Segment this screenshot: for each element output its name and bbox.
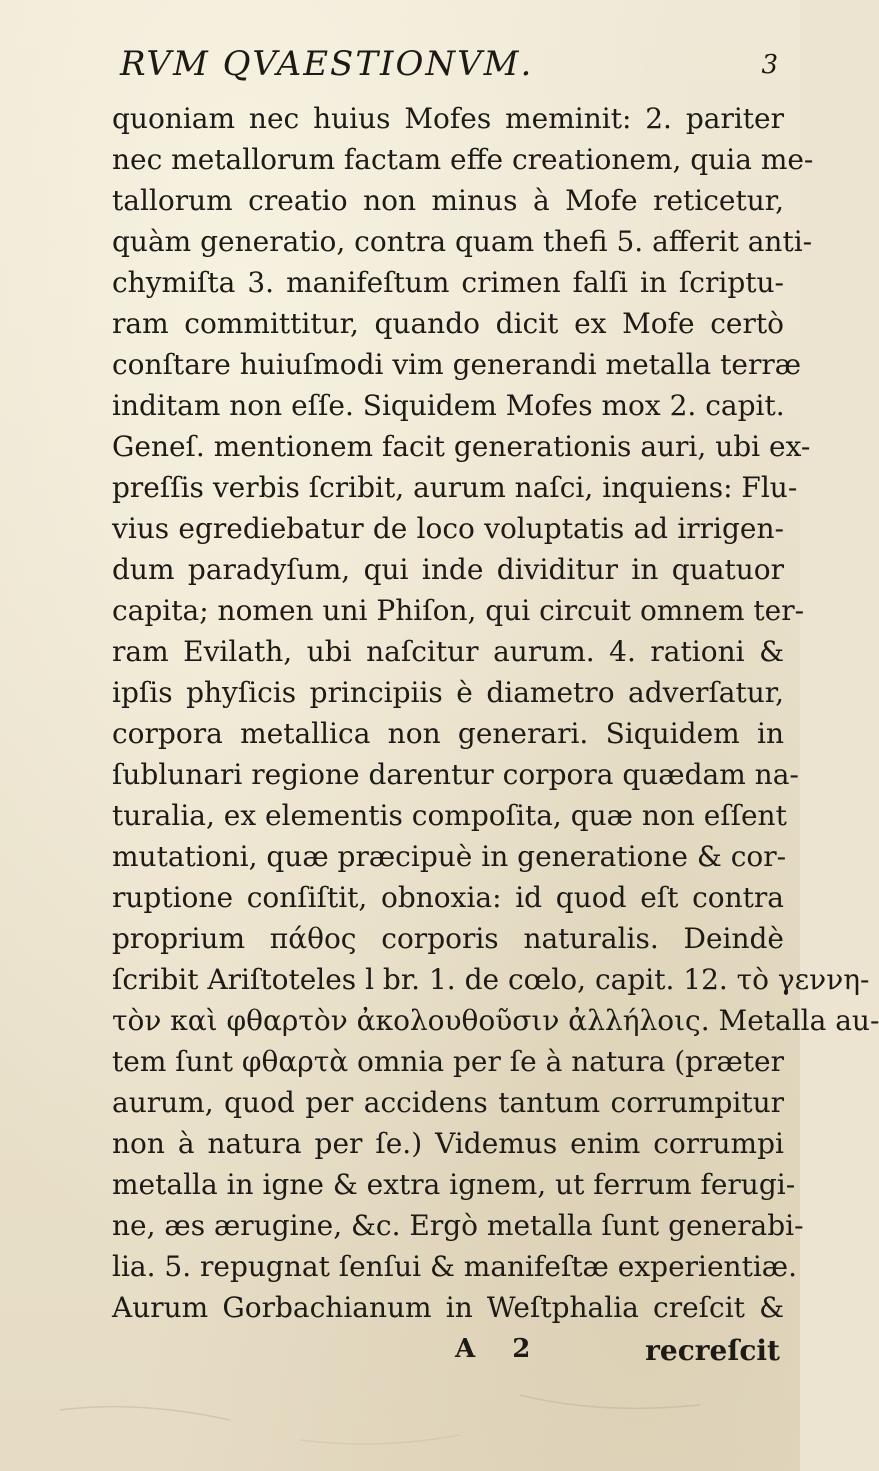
running-head: RVM QVAESTIONVM. — [120, 44, 534, 84]
text-line: Aurum Gorbachianum in Weſtphalia creſcit & — [112, 1291, 784, 1324]
catchword: recreſcit — [645, 1334, 780, 1367]
text-line: corpora metallica non generari. Siquidem in — [112, 717, 784, 750]
text-line: mutationi, quæ præcipuè in generatione & cor- — [112, 840, 787, 873]
text-line: ne, æs ærugine, &c. Ergò metalla ſunt generabi- — [112, 1209, 804, 1242]
text-line: ram Evilath, ubi naſcitur aurum. 4. rationi & — [112, 635, 784, 668]
page-footer — [0, 1334, 800, 1374]
text-line: ſcribit Ariſtoteles l br. 1. de cœlo, capit. 12. τὸ γεννη- — [112, 963, 870, 996]
text-line: Geneſ. mentionem facit generationis auri, ubi ex- — [112, 430, 811, 463]
text-line: ram committitur, quando dicit ex Mofe certò — [112, 307, 784, 340]
text-line: non à natura per ſe.) Videmus enim corrumpi — [112, 1127, 784, 1160]
text-line: preſſis verbis ſcribit, aurum naſci, inquiens: Flu- — [112, 471, 798, 504]
text-line: metalla in igne & extra ignem, ut ferrum ferugi- — [112, 1168, 796, 1201]
text-line: chymiſta 3. manifeſtum crimen falſi in ſcriptu- — [112, 266, 784, 299]
text-line: capita; nomen uni Phiſon, qui circuit omnem ter- — [112, 594, 805, 627]
text-line: lia. 5. repugnat ſenſui & manifeſtæ experientiæ. — [112, 1250, 798, 1283]
text-line: proprium πάθος corporis naturalis. Deindè — [112, 922, 784, 955]
text-line: quoniam nec huius Mofes meminit: 2. pariter — [112, 102, 784, 135]
page-number: 3 — [761, 50, 778, 80]
text-line: vius egrediebatur de loco voluptatis ad irrigen- — [112, 512, 784, 545]
text-line: tallorum creatio non minus à Mofe reticetur, — [112, 184, 784, 217]
text-line: conſtare huiuſmodi vim generandi metalla terræ — [112, 348, 802, 381]
text-line: inditam non eſſe. Siquidem Mofes mox 2. capit. — [112, 389, 785, 422]
signature-mark: A 2 — [455, 1334, 545, 1364]
text-line: ipſis phyſicis principiis è diametro adverſatur, — [112, 676, 784, 709]
text-line: ſublunari regione darentur corpora quædam na- — [112, 758, 799, 791]
page-header — [0, 44, 800, 94]
text-line: dum paradyſum, qui inde dividitur in quatuor — [112, 553, 784, 586]
text-line: ruptione conſiſtit, obnoxia: id quod eſt contra — [112, 881, 784, 914]
text-line: aurum, quod per accidens tantum corrumpitur — [112, 1086, 784, 1119]
text-line: quàm generatio, contra quam thefi 5. afferit anti- — [112, 225, 813, 258]
text-line: nec metallorum factam effe creationem, quia me- — [112, 143, 814, 176]
text-line: τὸν καὶ φθαρτὸν ἀκολουθοῦσιν ἀλλήλοις. Metalla au- — [112, 1004, 879, 1037]
text-line: turalia, ex elementis compoſita, quæ non eſſent — [112, 799, 787, 832]
text-line: tem ſunt φθαρτὰ omnia per ſe à natura (præter — [112, 1045, 784, 1078]
paper-texture — [0, 1380, 800, 1471]
